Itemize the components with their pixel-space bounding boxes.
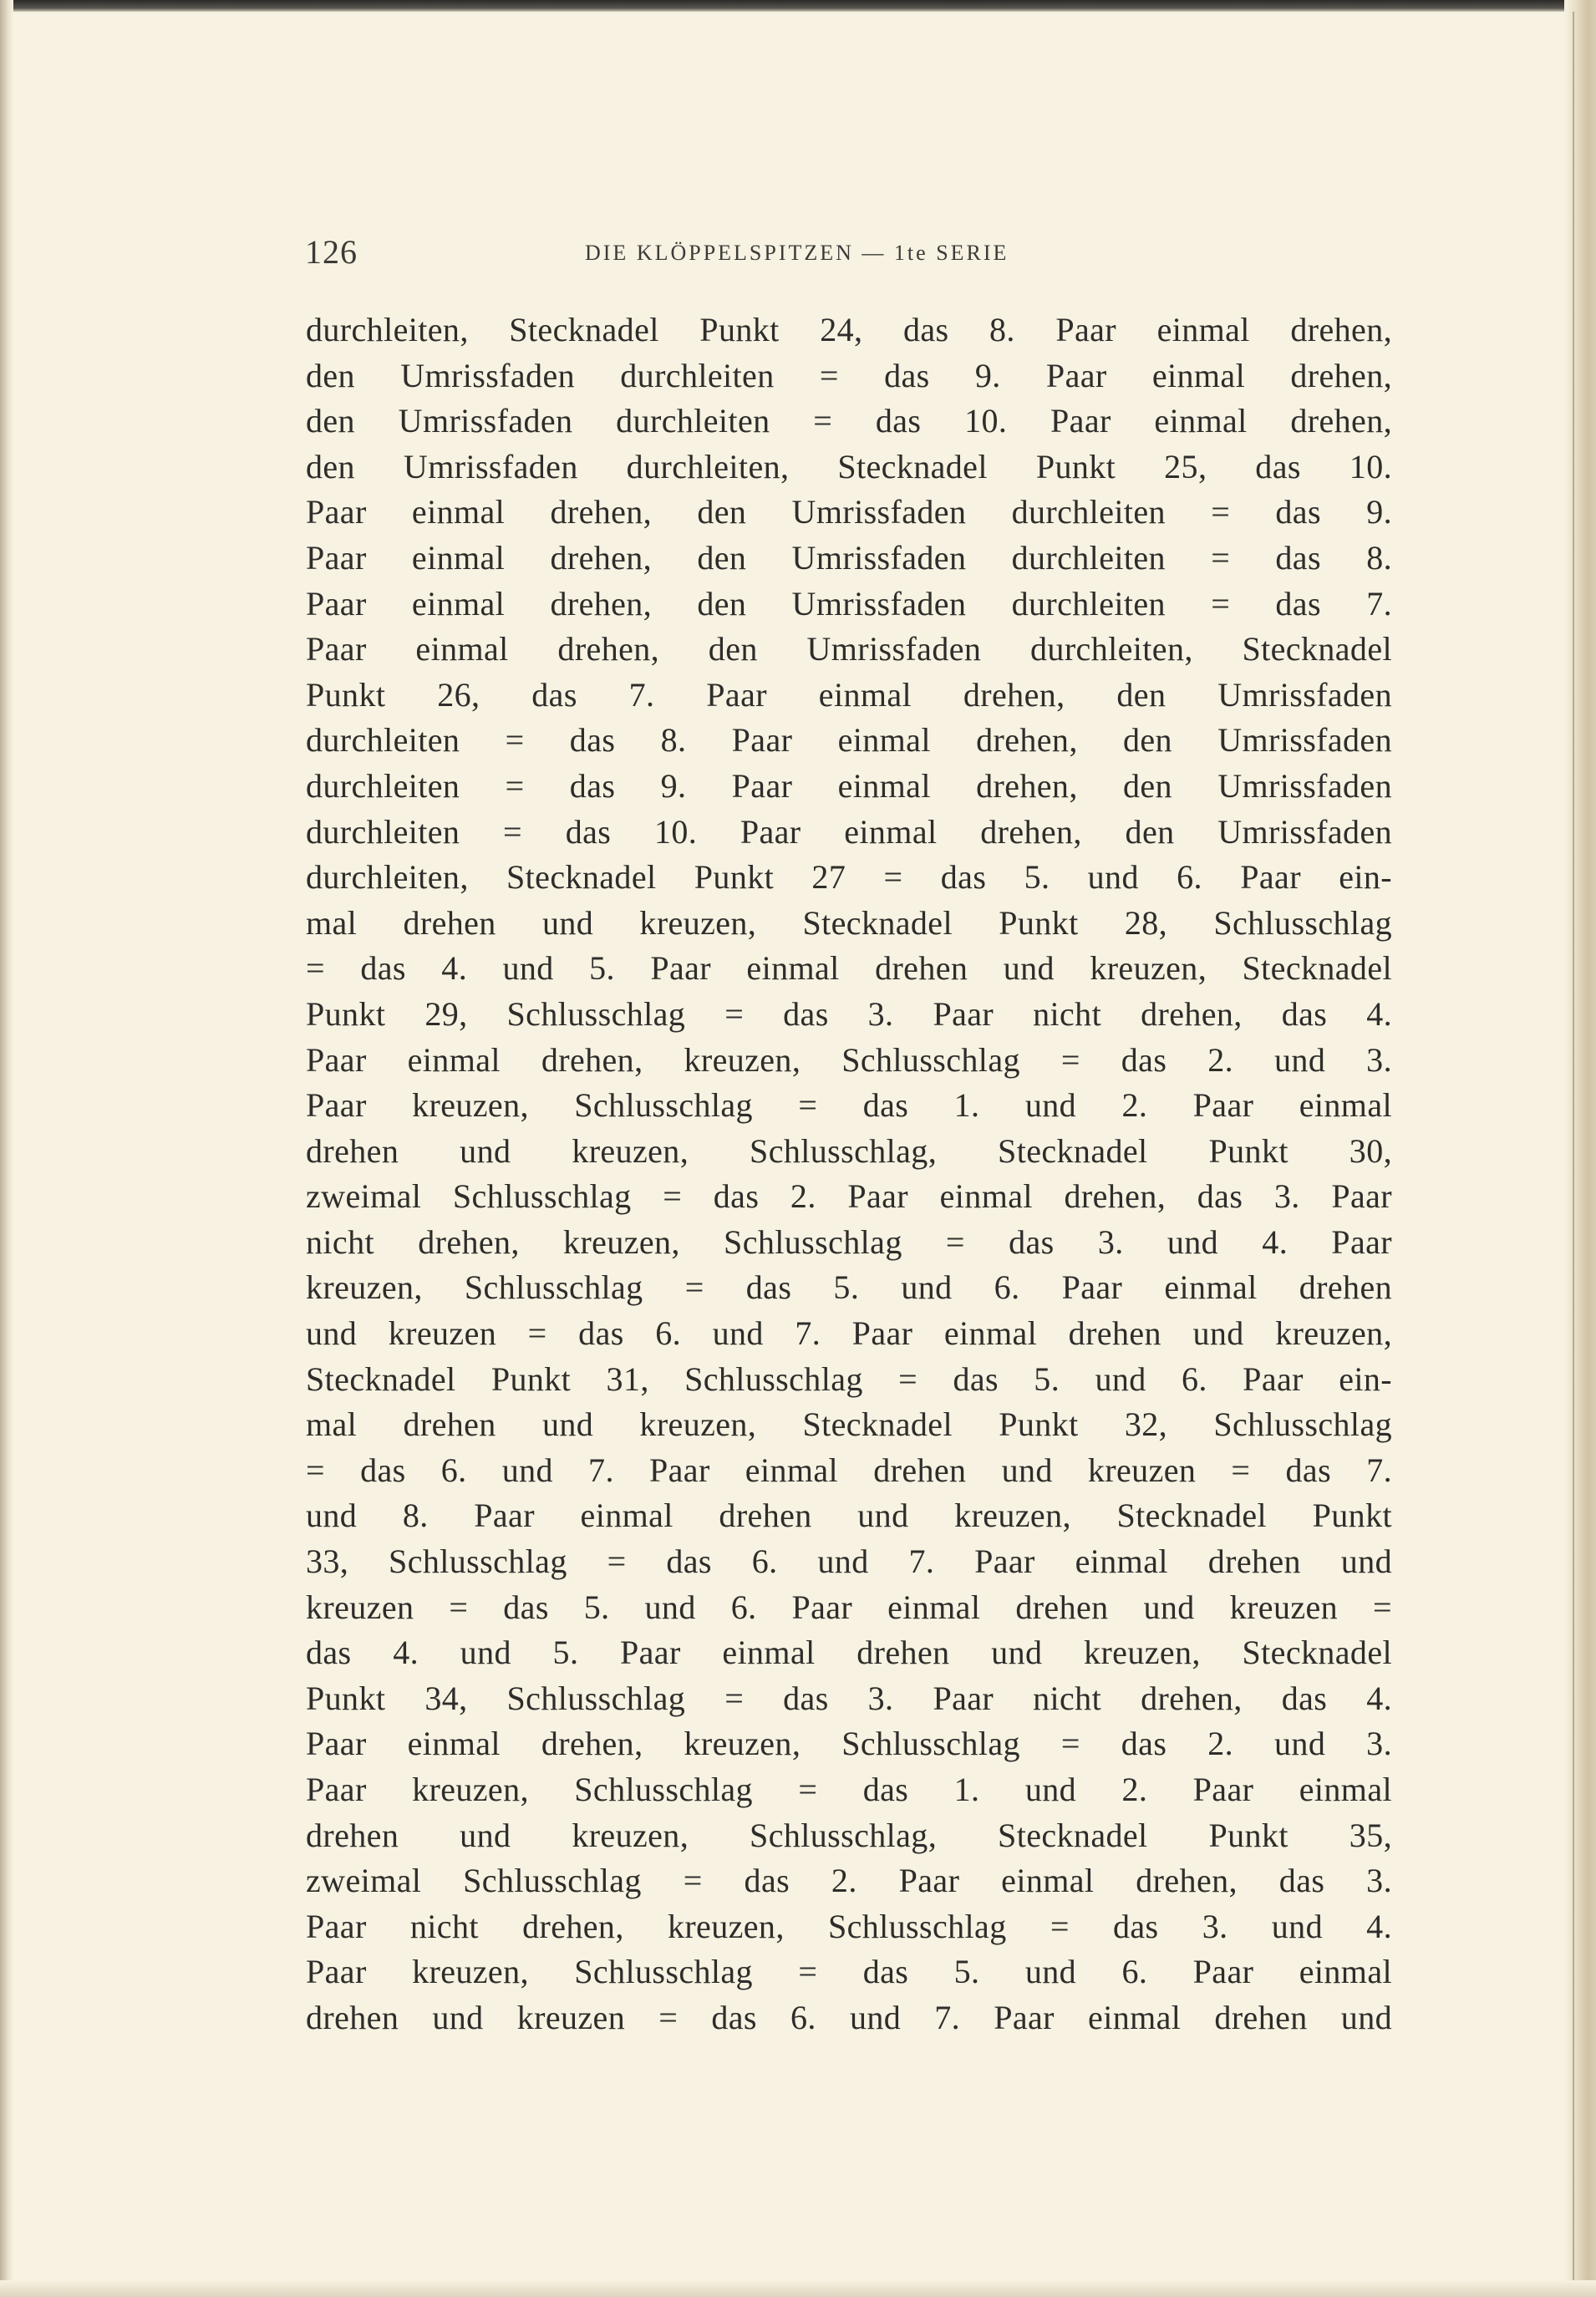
text-line: mal drehen und kreuzen, Stecknadel Punkt 28, Schlusschlag <box>306 903 1392 942</box>
text-line: Punkt 29, Schlusschlag = das 3. Paar nicht drehen, das 4. <box>306 994 1392 1033</box>
running-head <box>305 232 1391 274</box>
text-line: durchleiten, Stecknadel Punkt 27 = das 5. und 6. Paar ein- <box>306 858 1392 897</box>
page-fold-line <box>1573 12 1574 2297</box>
text-line: und 8. Paar einmal drehen und kreuzen, Stecknadel Punkt <box>306 1497 1392 1535</box>
text-line: = das 6. und 7. Paar einmal drehen und kreuzen = das 7. <box>306 1451 1392 1489</box>
text-line: Paar kreuzen, Schlusschlag = das 1. und 2. Paar einmal <box>306 1771 1392 1808</box>
text-line: Paar kreuzen, Schlusschlag = das 5. und 6. Paar einmal <box>306 1953 1392 1991</box>
text-line: durchleiten, Stecknadel Punkt 24, das 8. Paar einmal drehen, <box>306 311 1392 348</box>
text-line: = das 4. und 5. Paar einmal drehen und kreuzen, Stecknadel <box>306 949 1392 988</box>
running-title: DIE KLÖPPELSPITZEN — 1te SERIE <box>585 241 1009 265</box>
text-line: Punkt 26, das 7. Paar einmal drehen, den Umrissfaden <box>306 675 1392 714</box>
text-line: Paar einmal drehen, kreuzen, Schlusschlag = das 2. und 3. <box>306 1040 1392 1079</box>
text-line: den Umrissfaden durchleiten, Stecknadel Punkt 25, das 10. <box>306 447 1392 485</box>
text-line: kreuzen, Schlusschlag = das 5. und 6. Paar einmal drehen <box>306 1268 1392 1307</box>
page-right-edge <box>1564 0 1596 2297</box>
text-line: durchleiten = das 8. Paar einmal drehen, den Umrissfaden <box>306 721 1392 760</box>
text-line: mal drehen und kreuzen, Stecknadel Punkt 32, Schlusschlag <box>306 1405 1392 1444</box>
text-line: Stecknadel Punkt 31, Schlusschlag = das 5. und 6. Paar ein- <box>306 1359 1392 1398</box>
page-number: 126 <box>305 233 358 271</box>
text-line: Paar kreuzen, Schlusschlag = das 1. und 2. Paar einmal <box>306 1086 1392 1125</box>
body-text <box>306 307 1392 2041</box>
text-line: Punkt 34, Schlusschlag = das 3. Paar nicht drehen, das 4. <box>306 1679 1392 1717</box>
text-line: Paar einmal drehen, den Umrissfaden durchleiten = das 8. <box>306 538 1392 577</box>
text-line: Paar einmal drehen, den Umrissfaden durchleiten, Stecknadel <box>306 630 1392 668</box>
text-line: drehen und kreuzen, Schlusschlag, Stecknadel Punkt 30, <box>306 1131 1392 1170</box>
text-line: drehen und kreuzen, Schlusschlag, Stecknadel Punkt 35, <box>306 1816 1392 1854</box>
page-bottom-edge <box>0 2280 1596 2297</box>
text-line: durchleiten = das 10. Paar einmal drehen, den Umrissfaden <box>306 812 1392 851</box>
text-line: zweimal Schlusschlag = das 2. Paar einmal drehen, das 3. <box>306 1862 1392 1900</box>
text-line: durchleiten = das 9. Paar einmal drehen, den Umrissfaden <box>306 766 1392 805</box>
text-line: Paar einmal drehen, den Umrissfaden durchleiten = das 9. <box>306 493 1392 531</box>
text-line: kreuzen = das 5. und 6. Paar einmal drehen und kreuzen = <box>306 1588 1392 1626</box>
text-line: 33, Schlusschlag = das 6. und 7. Paar einmal drehen und <box>306 1542 1392 1581</box>
page-top-shadow <box>0 0 1596 12</box>
text-line: den Umrissfaden durchleiten = das 10. Paar einmal drehen, <box>306 402 1392 440</box>
page-left-edge <box>0 0 13 2297</box>
text-line: Paar einmal drehen, den Umrissfaden durchleiten = das 7. <box>306 584 1392 623</box>
text-line: das 4. und 5. Paar einmal drehen und kreuzen, Stecknadel <box>306 1634 1392 1672</box>
text-line: Paar nicht drehen, kreuzen, Schlusschlag = das 3. und 4. <box>306 1907 1392 1945</box>
text-line: Paar einmal drehen, kreuzen, Schlusschlag = das 2. und 3. <box>306 1725 1392 1763</box>
text-line: nicht drehen, kreuzen, Schlusschlag = das 3. und 4. Paar <box>306 1222 1392 1261</box>
text-line: zweimal Schlusschlag = das 2. Paar einmal drehen, das 3. Paar <box>306 1177 1392 1216</box>
text-line: drehen und kreuzen = das 6. und 7. Paar einmal drehen und <box>306 1998 1392 2036</box>
text-line: und kreuzen = das 6. und 7. Paar einmal drehen und kreuzen, <box>306 1314 1392 1353</box>
text-line: den Umrissfaden durchleiten = das 9. Paar einmal drehen, <box>306 356 1392 394</box>
